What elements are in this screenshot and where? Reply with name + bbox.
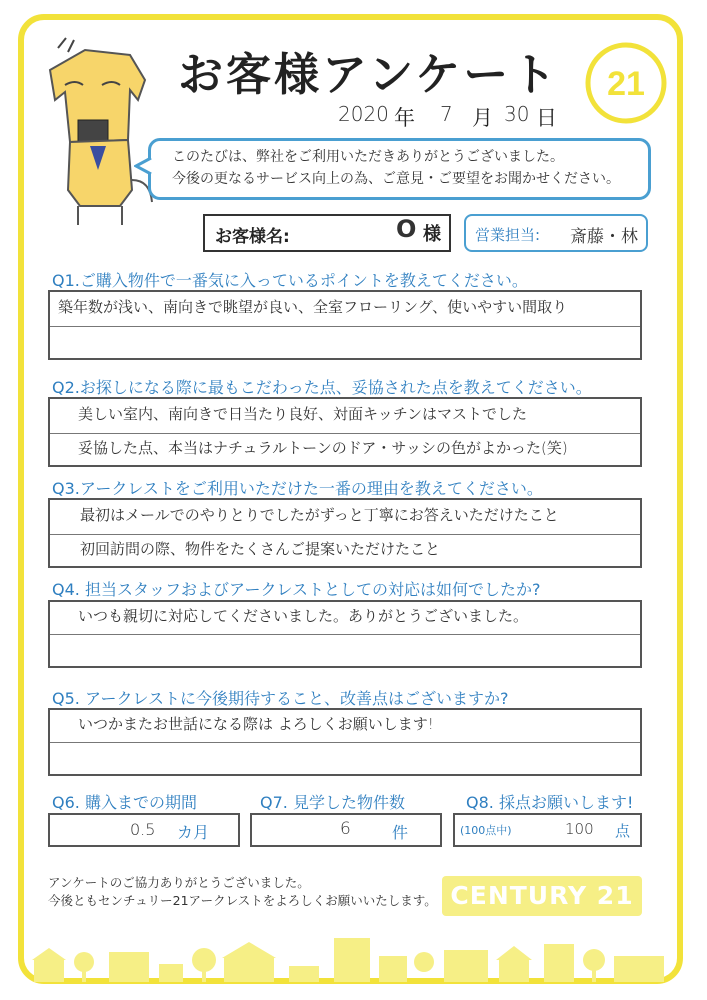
answer-3-line-1: 最初はメールでのやりとりでしたがずっと丁寧にお答えいただけたこと — [80, 506, 559, 524]
customer-name-label: お客様名: — [215, 227, 290, 247]
customer-name-value[interactable]: O — [396, 215, 417, 243]
month-unit-label: 月 — [472, 106, 493, 130]
intro-message — [172, 146, 620, 190]
answer-1-line-1: 築年数が浅い、南向きで眺望が良い、全室フローリング、使いやすい間取り — [58, 298, 568, 316]
day-unit-label: 日 — [536, 106, 557, 130]
answer-2-line-1: 美しい室内、南向きで日当たり良好、対面キッチンはマストでした — [78, 405, 527, 423]
date-year — [338, 102, 389, 132]
sales-rep-label: 営業担当: — [475, 226, 541, 244]
question-6: Q6. 購入までの期間 — [52, 793, 197, 812]
purchase-period-unit: カ月 — [177, 823, 210, 842]
century21-banner: CENTURY 21 — [442, 876, 642, 916]
purchase-period-value: 0.5 — [130, 820, 156, 839]
intro-line-1: このたびは、弊社をご利用いただきありがとうございました。 — [172, 149, 564, 165]
score-value: 100 — [565, 820, 594, 838]
sales-rep-value[interactable]: 斎藤・林 — [570, 227, 638, 247]
honorific-label: 様 — [423, 224, 441, 245]
score-prefix: (100点中) — [460, 824, 512, 837]
thanks-line-1: アンケートのご協力ありがとうございました。 — [48, 875, 310, 890]
answer-5-line-1: いつかまたお世話になる際は よろしくお願いします! — [78, 715, 434, 733]
answer-4-line-1: いつも親切に対応してくださいました。ありがとうございました。 — [78, 607, 529, 625]
answer-3-line-2: 初回訪問の際、物件をたくさんご提案いただけたこと — [80, 540, 441, 558]
thanks-line-2: 今後ともセンチュリー21アークレストをよろしくお願いいたします。 — [48, 893, 437, 908]
question-1: Q1.ご購入物件で一番気に入っているポイントを教えてください。 — [52, 271, 528, 290]
page-title: お客様アンケート — [178, 48, 560, 101]
question-7: Q7. 見学した物件数 — [260, 793, 405, 812]
town-silhouette-illustration — [24, 930, 679, 982]
question-8: Q8. 採点お願いします! — [466, 793, 634, 812]
thank-you-message — [48, 874, 437, 910]
answer-2-line-2: 妥協した点、本当はナチュラルトーンのドア・サッシの色がよかった(笑) — [78, 439, 568, 457]
question-2: Q2.お探しになる際に最もこだわった点、妥協された点を教えてください。 — [52, 378, 592, 397]
question-5: Q5. アークレストに今後期待すること、改善点はございますか? — [52, 689, 509, 708]
logo-text: 21 — [607, 65, 645, 103]
date-day-value: 30 — [504, 102, 530, 126]
date-month-value: 7 — [440, 102, 453, 126]
year-unit-label: 年 — [394, 106, 415, 130]
date-year-unit — [394, 102, 415, 132]
mascot-illustration — [40, 30, 160, 230]
properties-viewed-value: 6 — [340, 819, 351, 839]
date-year-value: 2020 — [338, 102, 389, 126]
score-unit: 点 — [615, 822, 631, 840]
properties-viewed-unit: 件 — [392, 823, 409, 842]
date-day-unit — [536, 102, 557, 132]
speech-bubble-tail — [134, 156, 152, 176]
question-4: Q4. 担当スタッフおよびアークレストとしての対応は如何でしたか? — [52, 580, 541, 599]
date-day — [504, 102, 529, 132]
intro-line-2: 今後の更なるサービス向上の為、ご意見・ご要望をお聞かせください。 — [172, 171, 620, 187]
question-3: Q3.アークレストをご利用いただけた一番の理由を教えてください。 — [52, 479, 543, 498]
date-month — [440, 102, 453, 132]
century21-logo — [583, 40, 669, 126]
date-month-unit — [472, 102, 493, 132]
